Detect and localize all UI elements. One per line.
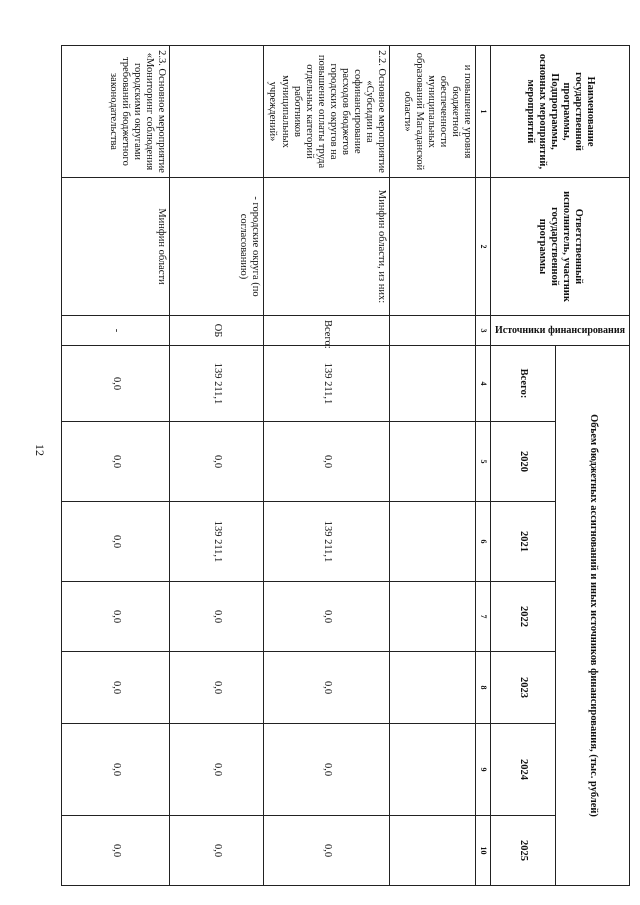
header-name: Наименование государственной программы, Подпрограммы, основных мероприятий, мероприятий	[491, 46, 630, 178]
index-cell: 9	[476, 724, 491, 816]
row-responsible	[390, 178, 476, 316]
index-cell: 10	[476, 816, 491, 886]
table-row	[62, 46, 170, 886]
row-value: 0,0	[264, 816, 390, 886]
index-cell: 6	[476, 502, 491, 582]
row-total: 139 211,1	[264, 346, 390, 422]
row-name: и повышение уровня бюджетной обеспеченности муниципальных образований Магаданской области»	[390, 46, 476, 178]
row-value: 0,0	[264, 422, 390, 502]
index-cell: 5	[476, 422, 491, 502]
index-cell: 8	[476, 652, 491, 724]
row-source: Всего:	[264, 316, 390, 346]
header-source: Источники финансирования	[491, 316, 630, 346]
index-cell: 7	[476, 582, 491, 652]
row-source: -	[62, 316, 170, 346]
table-row	[170, 46, 264, 886]
row-value	[390, 502, 476, 582]
row-value: 0,0	[62, 422, 170, 502]
row-responsible: Минфин области	[62, 178, 170, 316]
row-value: 0,0	[62, 816, 170, 886]
table-row	[390, 46, 476, 886]
row-name: 2.2. Основное мероприятие «Субсидии на софинансирование расходов бюджетов городских округов на повышение оплаты труда отдельных категорий работников муниципальных учреждений»	[264, 46, 390, 178]
index-cell: 1	[476, 46, 491, 178]
row-total: 139 211,1	[170, 346, 264, 422]
row-source: ОБ	[170, 316, 264, 346]
header-year: 2023	[491, 652, 556, 724]
row-value: 0,0	[170, 724, 264, 816]
header-responsible: Ответственный исполнитель, участник государственной программы	[491, 178, 630, 316]
header-year: 2024	[491, 724, 556, 816]
row-name: 2.3. Основное мероприятие «Мониторинг соблюдения городскими округами требований бюджетного законодательства	[62, 46, 170, 178]
row-value: 0,0	[264, 724, 390, 816]
header-year: 2021	[491, 502, 556, 582]
row-value	[390, 652, 476, 724]
header-year: 2020	[491, 422, 556, 502]
index-cell: 4	[476, 346, 491, 422]
header-total: Всего:	[491, 346, 556, 422]
table-row	[264, 46, 390, 886]
index-row	[476, 46, 491, 886]
row-value: 139 211,1	[264, 502, 390, 582]
row-value	[390, 422, 476, 502]
row-value	[390, 816, 476, 886]
page-number: 12	[33, 444, 47, 456]
row-value: 0,0	[62, 502, 170, 582]
row-value	[390, 582, 476, 652]
financing-table-rotated	[70, 45, 630, 885]
header-year: 2022	[491, 582, 556, 652]
row-total	[390, 346, 476, 422]
row-value: 0,0	[264, 652, 390, 724]
row-value: 0,0	[170, 816, 264, 886]
row-value: 0,0	[170, 652, 264, 724]
row-value: 0,0	[62, 652, 170, 724]
row-value: 0,0	[62, 582, 170, 652]
financing-table	[61, 45, 630, 886]
row-value: 0,0	[170, 582, 264, 652]
header-year: 2025	[491, 816, 556, 886]
row-name	[170, 46, 264, 178]
index-cell: 3	[476, 316, 491, 346]
row-source	[390, 316, 476, 346]
row-value: 0,0	[62, 724, 170, 816]
row-value: 0,0	[264, 582, 390, 652]
row-total: 0,0	[62, 346, 170, 422]
row-responsible: Минфин области, из них:	[264, 178, 390, 316]
row-responsible: - городские округа (по согласованию)	[170, 178, 264, 316]
row-value: 0,0	[170, 422, 264, 502]
index-cell: 2	[476, 178, 491, 316]
header-volume: Объем бюджетных ассигнований и иных источников финансирования, (тыс. рублей)	[556, 346, 630, 886]
row-value	[390, 724, 476, 816]
row-value: 139 211,1	[170, 502, 264, 582]
